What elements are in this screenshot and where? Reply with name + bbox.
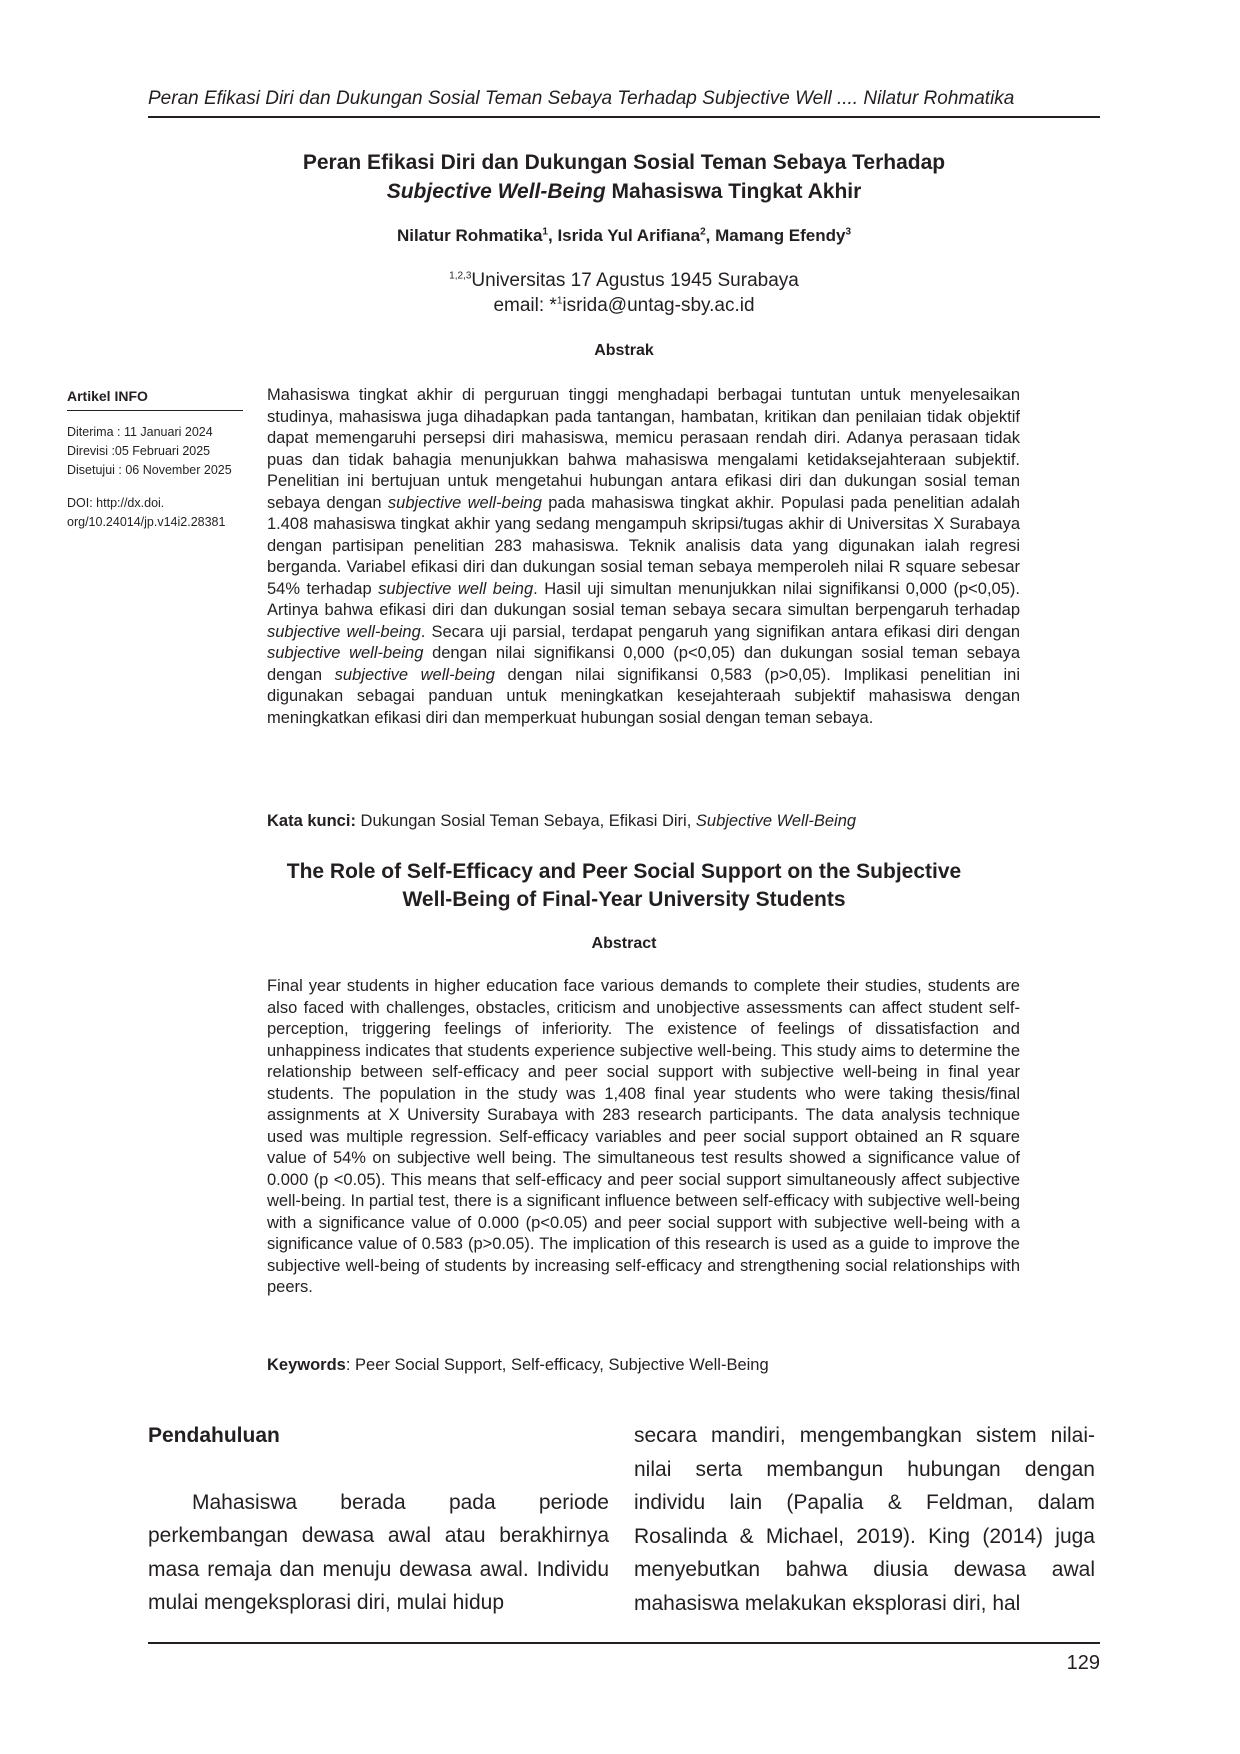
abstrak-heading: Abstrak bbox=[594, 342, 654, 359]
accepted-date: Disetujui : 06 November 2025 bbox=[67, 463, 232, 477]
doi-line-2: org/10.24014/jp.v14i2.28381 bbox=[67, 515, 226, 529]
title-en-line-1: The Role of Self-Efficacy and Peer Social Support on the Subjective bbox=[286, 860, 962, 883]
affiliation-name: Universitas 17 Agustus 1945 Surabaya bbox=[471, 270, 799, 291]
email-prefix: email: * bbox=[493, 295, 557, 316]
email-address[interactable]: isrida@untag-sby.ac.id bbox=[562, 295, 755, 316]
revised-date: Direvisi :05 Februari 2025 bbox=[67, 444, 211, 458]
abstrak-text: Mahasiswa tingkat akhir di perguruan tinggi menghadapi berbagai tuntutan untuk menyelesaikan studinya, mahasiswa juga dihadapkan pada tantangan, hambatan, kritikan dan penilaian tidak objektif dapat memengaruhi persepsi diri mahasiswa, memicu perasaan rendah diri. Adanya perasaan tidak puas dan tidak bahagia menunjukkan bahwa mahasiswa mengalami ketidaksejahteraan subjektif. Penelitian ini bertujuan untuk mengetahui hubungan antara efikasi diri dan dukungan sosial teman sebaya dengan bbox=[267, 386, 1020, 512]
author-name: Isrida Yul Arifiana bbox=[557, 226, 701, 245]
footer-rule bbox=[148, 1642, 1100, 1644]
page-number: 129 bbox=[1066, 1652, 1100, 1674]
kata-kunci bbox=[267, 812, 1020, 831]
author-sep: , bbox=[705, 226, 716, 245]
keywords-text: : Peer Social Support, Self-efficacy, Subjective Well-Being bbox=[345, 1356, 769, 1374]
title-indonesian bbox=[148, 148, 1100, 206]
title-rest: Mahasiswa Tingkat Akhir bbox=[605, 180, 862, 203]
abstrak-text: . Hasil uji simultan menunjukkan nilai signifikansi 0,000 (p<0,05). Artinya bahwa efikasi diri dan dukungan sosial teman sebaya secara simultan berpengaruh terhadap bbox=[267, 579, 1020, 619]
doi-line-1: DOI: http://dx.doi. bbox=[67, 496, 165, 510]
keywords bbox=[267, 1356, 1020, 1375]
keywords-label: Keywords bbox=[267, 1356, 346, 1374]
author-name: Mamang Efendy bbox=[715, 226, 846, 245]
article-info-title: Artikel INFO bbox=[67, 388, 243, 411]
intro-left-column bbox=[148, 1419, 609, 1620]
abstrak-text: dengan nilai signifikansi 0,000 (p<0,05) dan dukungan sosial teman sebaya dengan bbox=[267, 644, 1020, 684]
intro-paragraph: Mahasiswa berada pada periode perkembangan dewasa awal atau berakhirnya masa remaja dan menuju dewasa awal. Individu mulai mengeksplorasi diri, mulai hidup bbox=[148, 1490, 609, 1614]
author-sup: 2 bbox=[700, 226, 706, 238]
affiliation-sup: 1,2,3 bbox=[449, 270, 472, 282]
abstrak-italic: subjective well-being bbox=[334, 665, 495, 684]
abstrak-body bbox=[267, 385, 1020, 729]
affiliation-line bbox=[148, 268, 1100, 293]
header-rule bbox=[148, 116, 1100, 118]
abstrak-text: pada mahasiswa tingkat akhir. Populasi pada penelitian adalah 1.408 mahasiswa tingkat akhir yang sedang mengampuh skripsi/tugas akhir di Universitas X Surabaya dengan partisipan penelitian 283 mahasiswa. Teknik analisis data yang digunakan ialah regresi berganda. Variabel efikasi diri dan dukungan sosial teman sebaya memperoleh nilai R square sebesar 54% terhadap bbox=[267, 493, 1021, 598]
title-en-line-2: Well-Being of Final-Year University Students bbox=[402, 888, 846, 911]
intro-right-column bbox=[634, 1419, 1095, 1620]
title-italic: Subjective Well-Being bbox=[386, 180, 606, 203]
author-sup: 1 bbox=[542, 226, 548, 238]
intro-paragraph-continued: secara mandiri, mengembangkan sistem nilai-nilai serta membangun hubungan dengan individu lain (Papalia & Feldman, dalam Rosalinda & Michael, 2019). King (2014) juga menyebutkan bahwa diusia dewasa awal mahasiswa melakukan eksplorasi diri, hal bbox=[634, 1424, 1095, 1615]
author-sup: 3 bbox=[845, 226, 852, 238]
article-info bbox=[67, 388, 243, 532]
running-head: Peran Efikasi Diri dan Dukungan Sosial Teman Sebaya Terhadap Subjective Well .... Nilatur Rohmatika bbox=[148, 88, 1015, 109]
section-heading: Pendahuluan bbox=[148, 1424, 280, 1447]
title-line-1: Peran Efikasi Diri dan Dukungan Sosial Teman Sebaya Terhadap bbox=[302, 151, 946, 174]
email-sup: 1 bbox=[556, 295, 563, 307]
doi[interactable] bbox=[67, 494, 243, 532]
kata-kunci-italic: Subjective Well-Being bbox=[695, 812, 857, 830]
title-line-2 bbox=[148, 177, 1100, 206]
kata-kunci-label: Kata kunci: bbox=[267, 812, 356, 830]
author-list bbox=[148, 226, 1100, 246]
abstrak-italic: subjective well-being bbox=[267, 622, 421, 641]
email-line bbox=[148, 293, 1100, 318]
abstract-body: Final year students in higher education face various demands to complete their studies, students are also faced with challenges, obstacles, criticism and unobjective assessments can affect student self-perception, triggering feelings of inferiority. The existence of feelings of dissatisfaction and unhappiness indicates that students experience subjective well-being. This study aims to determine the relationship between self-efficacy and peer social support with subjective well-being in final year students. The population in the study was 1,408 final year students who were taking thesis/final assignments at X University Surabaya with 283 research participants. The data analysis technique used was multiple regression. Self-efficacy variables and peer social support obtained an R square value of 54% on subjective well being. The simultaneous test results showed a significance value of 0.000 (p <0.05). This means that self-efficacy and peer social support simultaneously affect subjective well-being. In partial test, there is a significant influence between self-efficacy with subjective well-being with a significance value of 0.000 (p<0.05) and peer social support with subjective well-being with a significance value of 0.583 (p>0.05). The implication of this research is used as a guide to improve the subjective well-being of students by increasing self-efficacy and strengthening social relationships with peers. bbox=[267, 977, 1020, 1296]
abstrak-italic: subjective well-being bbox=[387, 493, 542, 512]
author-name: Nilatur Rohmatika bbox=[396, 226, 543, 245]
author-sep: , bbox=[547, 226, 558, 245]
title-english bbox=[148, 858, 1100, 914]
abstrak-italic: subjective well being bbox=[378, 579, 534, 598]
affiliation bbox=[148, 268, 1100, 318]
kata-kunci-text: Dukungan Sosial Teman Sebaya, Efikasi Diri, bbox=[355, 812, 696, 830]
abstrak-italic: subjective well-being bbox=[267, 644, 424, 662]
abstrak-text: . Secara uji parsial, terdapat pengaruh yang signifikan antara efikasi diri dengan bbox=[420, 622, 1021, 641]
abstract-heading: Abstract bbox=[591, 935, 657, 952]
received-date: Diterima : 11 Januari 2024 bbox=[67, 425, 213, 439]
abstrak-text: dengan nilai signifikansi 0,583 (p>0,05). Implikasi penelitian ini digunakan sebagai panduan untuk meningkatkan kesejahteraah subjektif mahasiswa dengan meningkatkan efikasi diri dan memperkuat hubungan sosial dengan teman sebaya. bbox=[267, 665, 1020, 727]
